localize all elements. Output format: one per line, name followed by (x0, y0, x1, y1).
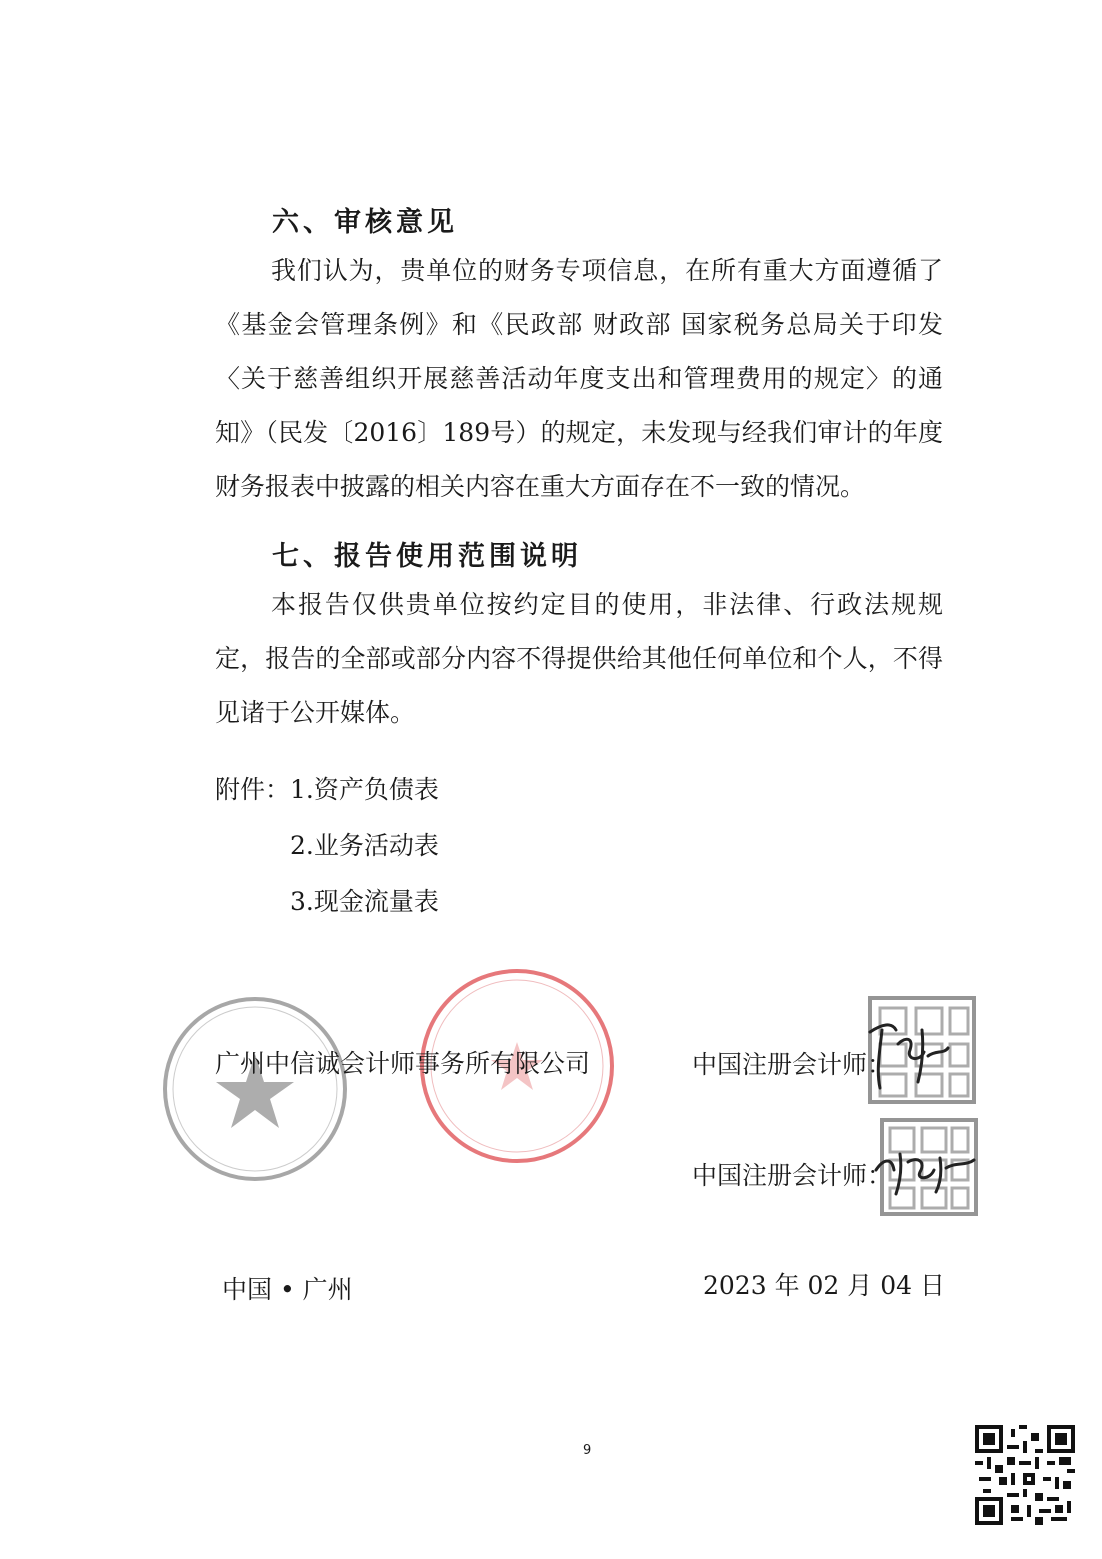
section7-heading: 七、报告使用范围说明 (272, 541, 582, 572)
firm-name: 广州中信诚会计师事务所有限公司 (215, 1049, 591, 1078)
qr-code-icon (975, 1425, 1075, 1525)
attachment-item-3: 3.现金流量表 (290, 887, 439, 916)
section6-heading: 六、审核意见 (272, 207, 458, 238)
attachments-label: 附件： (215, 775, 291, 804)
attachment-item-1: 1.资产负债表 (290, 775, 439, 804)
cpa1-label: 中国注册会计师： (692, 1050, 893, 1079)
section7-body: 本报告仅供贵单位按约定目的使用，非法律、行政法规规定，报告的全部或部分内容不得提供给其他任何单位和个人，不得见诸于公开媒体。 (215, 590, 943, 727)
report-date: 2023 年 02 月 04 日 (703, 1271, 945, 1300)
cpa2-label: 中国注册会计师： (692, 1161, 893, 1190)
firm-gray-seal-icon (160, 994, 350, 1184)
section6-body: 我们认为，贵单位的财务专项信息，在所有重大方面遵循了《基金会管理条例》和《民政部 财政部 国家税务总局关于印发〈关于慈善组织开展慈善活动年度支出和管理费用的规定〉的通知》（民发〔2016〕189号）的规定，未发现与经我们审计的年度财务报表中披露的相关内容在重大方面存在不一致的情况。 (215, 256, 943, 501)
attachment-item-2: 2.业务活动表 (290, 831, 439, 860)
page-number: 9 (583, 1443, 592, 1458)
location: 中国 • 广州 (222, 1275, 353, 1304)
